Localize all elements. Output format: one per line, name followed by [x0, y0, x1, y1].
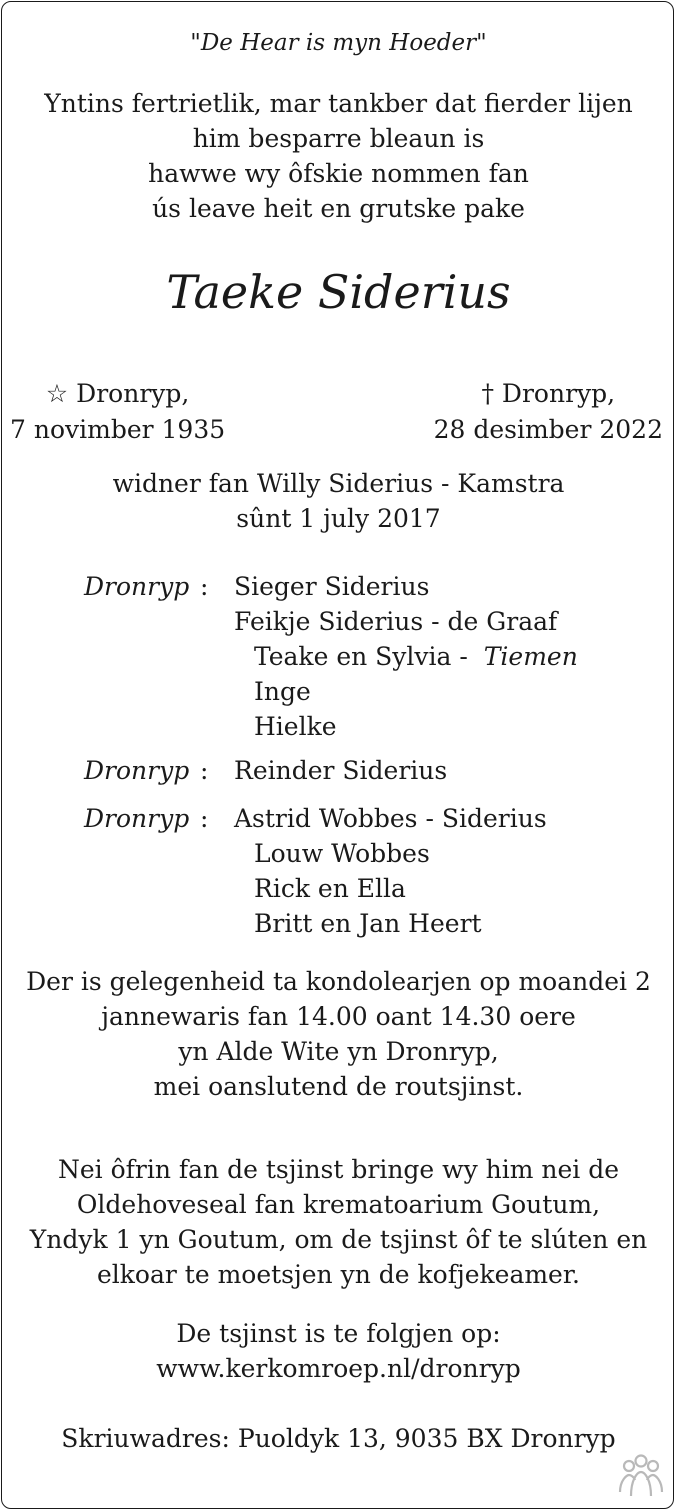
family-member: Sieger Siderius: [234, 572, 430, 601]
family-member: Inge: [254, 677, 311, 706]
family-members: [234, 569, 578, 744]
family-place: Dronryp: [84, 804, 190, 833]
livestream-label: De tsjinst is te folgjen op:: [176, 1319, 501, 1348]
family-member: Reinder Siderius: [234, 756, 448, 785]
intro-line: Yntins fertrietlik, mar tankber dat fierder lijen: [44, 89, 633, 118]
condolence-line: Der is gelegenheid ta kondolearjen op moandei 2: [26, 967, 651, 996]
intro-line: hawwe wy ôfskie nommen fan: [148, 159, 529, 188]
family-colon: :: [200, 572, 209, 601]
service-line: Oldehoveseal fan krematoarium Goutum,: [76, 1190, 601, 1219]
birth-place: Dronryp,: [76, 379, 190, 408]
intro-line: ús leave heit en grutske pake: [152, 194, 525, 223]
family-colon: :: [200, 756, 209, 785]
family-member: Rick en Ella: [254, 874, 406, 903]
family-place: Dronryp: [84, 572, 190, 601]
widow-line: widner fan Willy Siderius - Kamstra: [112, 469, 565, 498]
family-member: Louw Wobbes: [254, 839, 430, 868]
condolence-line: yn Alde Wite yn Dronryp,: [178, 1037, 499, 1066]
widow-text: [0, 466, 677, 536]
intro-line: him besparre bleaun is: [192, 124, 485, 153]
motto: "De Hear is myn Hoeder": [190, 30, 487, 56]
mailing-address: Skriuwadres: Puoldyk 13, 9035 BX Dronryp: [61, 1424, 616, 1453]
service-line: elkoar te moetsjen yn de kofjekeamer.: [96, 1260, 581, 1289]
family-colon: :: [200, 804, 209, 833]
cross-icon: †: [481, 379, 494, 408]
service-text: [0, 1152, 677, 1292]
people-group-icon: [616, 1452, 666, 1500]
family-member: Feikje Siderius - de Graaf: [234, 607, 558, 636]
family-member: Teake en Sylvia - Tiemen: [254, 642, 578, 671]
family-members: [234, 753, 447, 788]
death-date: 28 desimber 2022: [433, 415, 663, 444]
family-place: Dronryp: [84, 756, 190, 785]
birth-date: 7 novimber 1935: [10, 415, 226, 444]
widow-line: sûnt 1 july 2017: [236, 504, 441, 533]
family-members: [234, 801, 547, 941]
star-icon: ☆: [45, 379, 69, 408]
condolence-text: [0, 964, 677, 1104]
deceased-name: Taeke Siderius: [166, 265, 511, 319]
intro-text: [0, 86, 677, 226]
condolence-line: mei oanslutend de routsjinst.: [153, 1072, 524, 1101]
family-member: Hielke: [254, 712, 337, 741]
livestream-info: [0, 1316, 677, 1386]
family-member: Astrid Wobbes - Siderius: [234, 804, 547, 833]
livestream-link[interactable]: www.kerkomroep.nl/dronryp: [156, 1354, 521, 1383]
service-line: Nei ôfrin fan de tsjinst bringe wy him nei de: [57, 1155, 620, 1184]
birth-info: [10, 376, 225, 448]
service-line: Yndyk 1 yn Goutum, om de tsjinst ôf te slúten en: [29, 1225, 648, 1254]
family-member: Britt en Jan Heert: [254, 909, 482, 938]
grandchild-name: Tiemen: [483, 642, 578, 671]
death-info: [434, 376, 663, 448]
death-place: Dronryp,: [501, 379, 616, 408]
condolence-line: jannewaris fan 14.00 oant 14.30 oere: [101, 1002, 576, 1031]
